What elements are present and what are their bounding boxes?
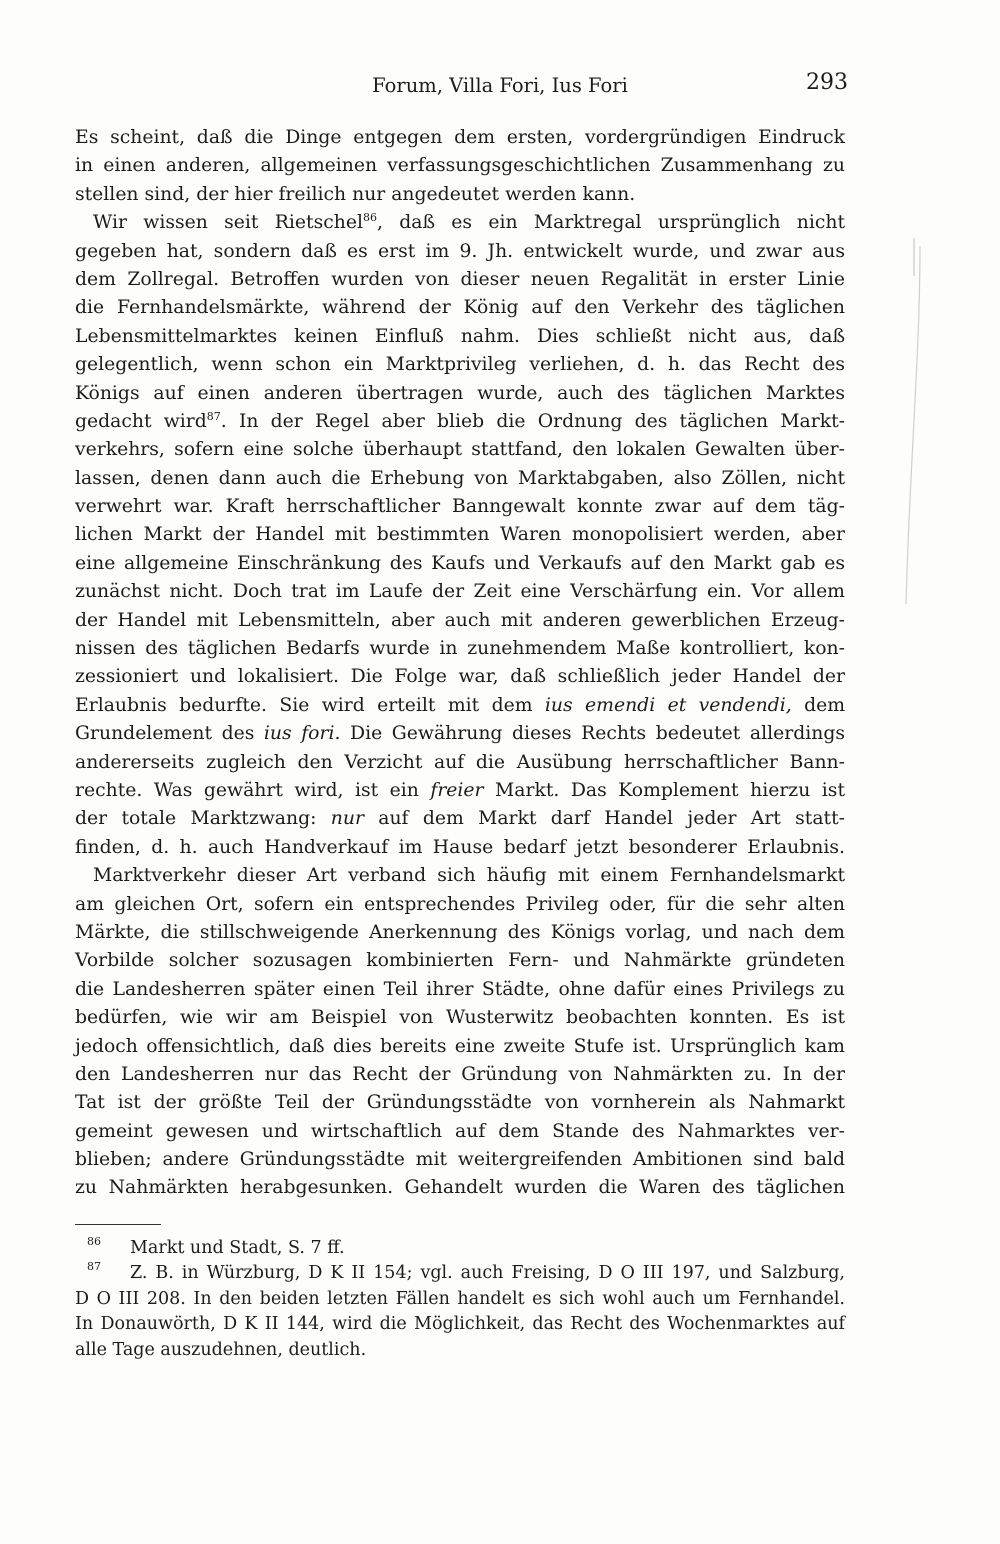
- line-text: finden, d. h. auch Handverkauf im Hause bedarf jetzt besonderer Erlaubnis.: [75, 836, 845, 858]
- text-line: [75, 408, 845, 436]
- line-text: Erlaubnis bedurfte. Sie wird erteilt mit dem: [75, 694, 545, 716]
- line-text: zu Nahmärkten herabgesunken. Gehandelt wurden die Waren des täglichen: [75, 1177, 845, 1199]
- line-text: Grundelement des: [75, 723, 264, 745]
- line-text: lichen Markt der Handel mit bestimmten Waren monopolisiert werden, aber: [75, 524, 845, 546]
- text-line: [75, 181, 845, 209]
- line-text: zessioniert und lokalisiert. Die Folge war, daß schließlich jeder Handel der: [75, 666, 845, 688]
- text-line: [75, 805, 845, 833]
- line-text: verwehrt war. Kraft herrschaftlicher Banngewalt konnte zwar auf dem täg-: [75, 496, 845, 518]
- line-text: dem Zollregal. Betroffen wurden von dieser neuen Regalität in erster Linie: [75, 268, 845, 290]
- text-line: [75, 749, 845, 777]
- italic-term: freier: [430, 779, 484, 801]
- line-text: dem: [791, 694, 846, 716]
- footnote-line: alle Tage auszudehnen, deutlich.: [75, 1339, 367, 1360]
- line-text: Es scheint, daß die Dinge entgegen dem ersten, vordergründigen Eindruck: [75, 127, 845, 148]
- line-text: . In der Regel aber blieb die Ordnung des täglichen Markt-: [220, 410, 845, 432]
- line-text: lassen, denen dann auch die Erhebung von Marktabgaben, also Zöllen, nicht: [75, 467, 845, 489]
- line-text: Tat ist der größte Teil der Gründungsstädte von vornherein als Nahmarkt: [75, 1092, 845, 1114]
- line-text: Markt. Das Komplement hierzu ist: [483, 779, 845, 801]
- line-text: nissen des täglichen Bedarfs wurde in zunehmendem Maße kontrolliert, kon-: [75, 638, 845, 660]
- italic-term: nur: [330, 808, 364, 830]
- line-text: gemeint gewesen und wirtschaftlich auf dem Stande des Nahmarktes ver-: [75, 1120, 845, 1142]
- text-line: [75, 947, 845, 975]
- text-line: [75, 976, 845, 1004]
- line-text: in einen anderen, allgemeinen verfassungsgeschichtlichen Zusammenhang zu: [75, 155, 845, 177]
- text-line: [75, 578, 845, 606]
- line-text: rechte. Was gewährt wird, ist ein: [75, 779, 431, 801]
- line-text: stellen sind, der hier freilich nur angedeutet werden kann.: [75, 183, 636, 205]
- text-line: [75, 720, 845, 748]
- line-text: verkehrs, sofern eine solche überhaupt stattfand, den lokalen Gewalten über-: [75, 439, 845, 461]
- italic-term: ius emendi et vendendi,: [544, 694, 792, 716]
- italic-term: ius fori.: [263, 723, 341, 745]
- line-text: Königs auf einen anderen übertragen wurde, auch des täglichen Marktes: [75, 382, 845, 404]
- line-text: Lebensmittelmarktes keinen Einfluß nahm. Dies schließt nicht aus, daß: [75, 325, 845, 347]
- line-text: der Handel mit Lebensmitteln, aber auch mit anderen gewerblichen Erzeug-: [75, 609, 845, 631]
- line-text: Wir wissen seit Rietschel: [93, 212, 363, 234]
- text-line: [75, 380, 845, 408]
- footnote-ref: 87: [206, 409, 221, 423]
- text-line: [75, 1061, 845, 1089]
- line-text: zunächst nicht. Doch trat im Laufe der Zeit eine Verschärfung ein. Vor allem: [75, 581, 845, 603]
- line-text: den Landesherren nur das Recht der Gründung von Nahmärkten zu. In der: [75, 1063, 845, 1085]
- text-line: [75, 1146, 845, 1174]
- running-title: Forum, Villa Fori, Ius Fori: [372, 74, 628, 97]
- line-text: gelegentlich, wenn schon ein Marktprivileg verliehen, d. h. das Recht des: [75, 354, 845, 376]
- text-line: [75, 891, 845, 919]
- text-line: [75, 1089, 845, 1117]
- text-line: [75, 692, 845, 720]
- text-line: [75, 1174, 845, 1202]
- line-text: die Fernhandelsmärkte, während der König auf den Verkehr des täglichen: [75, 297, 845, 319]
- text-line: [75, 635, 845, 663]
- line-text: gegeben hat, sondern daß es erst im 9. Jh. entwickelt wurde, und zwar aus: [75, 240, 845, 262]
- line-text: Die Gewährung dieses Rechts bedeutet allerdings: [340, 723, 845, 745]
- text-line: [75, 607, 845, 635]
- line-text: bedürfen, wie wir am Beispiel von Wusterwitz beobachten konnten. Es ist: [75, 1007, 845, 1029]
- text-line: [75, 919, 845, 947]
- text-line: [75, 294, 845, 322]
- page-number: 293: [806, 70, 848, 95]
- line-text: jedoch offensichtlich, daß dies bereits eine zweite Stufe ist. Ursprünglich kam: [75, 1035, 845, 1057]
- running-header: [0, 70, 1000, 104]
- footnote-line: Z. B. in Würzburg, D K II 154; vgl. auch Freising, D O III 197, und Salzburg,: [130, 1263, 845, 1284]
- text-line: [75, 351, 845, 379]
- text-line: [75, 124, 845, 152]
- line-text: , daß es ein Marktregal ursprünglich nicht: [376, 212, 845, 234]
- line-text: gedacht wird: [75, 410, 207, 432]
- text-line: [75, 323, 845, 351]
- footnote-number: 87: [87, 1260, 101, 1274]
- line-text: Marktverkehr dieser Art verband sich häufig mit einem Fernhandelsmarkt: [93, 865, 845, 887]
- text-line: [75, 493, 845, 521]
- footnote-rule: [75, 1224, 161, 1225]
- text-line: [75, 521, 845, 549]
- text-line: [75, 663, 845, 691]
- line-text: eine allgemeine Einschränkung des Kaufs und Verkaufs auf den Markt gab es: [75, 552, 845, 574]
- footnote-number: 86: [87, 1235, 101, 1248]
- text-line: [75, 777, 845, 805]
- margin-pencil-mark: [900, 236, 930, 606]
- text-line: [75, 465, 845, 493]
- line-text: auf dem Markt darf Handel jeder Art statt-: [363, 808, 845, 830]
- line-text: der totale Marktzwang:: [75, 808, 331, 830]
- text-line: [75, 550, 845, 578]
- text-line: [75, 834, 845, 862]
- text-line: [75, 1033, 845, 1061]
- footnote-line: Markt und Stadt, S. 7 ff.: [130, 1238, 345, 1258]
- line-text: Vorbilde solcher sozusagen kombinierten Fern- und Nahmärkte gründeten: [75, 950, 845, 972]
- line-text: die Landesherren später einen Teil ihrer Städte, ohne dafür eines Privilegs zu: [75, 978, 845, 1000]
- footnote: [75, 1236, 845, 1261]
- footnote-line: In Donauwörth, D K II 144, wird die Möglichkeit, das Recht des Wochenmarktes auf: [75, 1314, 845, 1335]
- footnote: [75, 1261, 845, 1363]
- text-line: [75, 238, 845, 266]
- text-line: [75, 862, 845, 890]
- text-line: [75, 436, 845, 464]
- line-text: Märkte, die stillschweigende Anerkennung des Königs vorlag, und nach dem: [75, 921, 845, 943]
- text-line: [75, 1118, 845, 1146]
- footnote-line: D O III 208. In den beiden letzten Fällen handelt es sich wohl auch um Fernhandel.: [75, 1288, 845, 1309]
- main-text: [75, 124, 845, 1203]
- line-text: blieben; andere Gründungsstädte mit weitergreifenden Ambitionen sind bald: [75, 1149, 845, 1171]
- text-line: [75, 1004, 845, 1032]
- text-line: [75, 266, 845, 294]
- footnote-ref: 86: [362, 211, 377, 225]
- text-line: [75, 152, 845, 180]
- footnotes: [75, 1236, 845, 1363]
- line-text: andererseits zugleich den Verzicht auf die Ausübung herrschaftlicher Bann-: [75, 751, 845, 773]
- text-line: [75, 209, 845, 237]
- line-text: am gleichen Ort, sofern ein entsprechendes Privileg oder, für die sehr alten: [75, 893, 845, 915]
